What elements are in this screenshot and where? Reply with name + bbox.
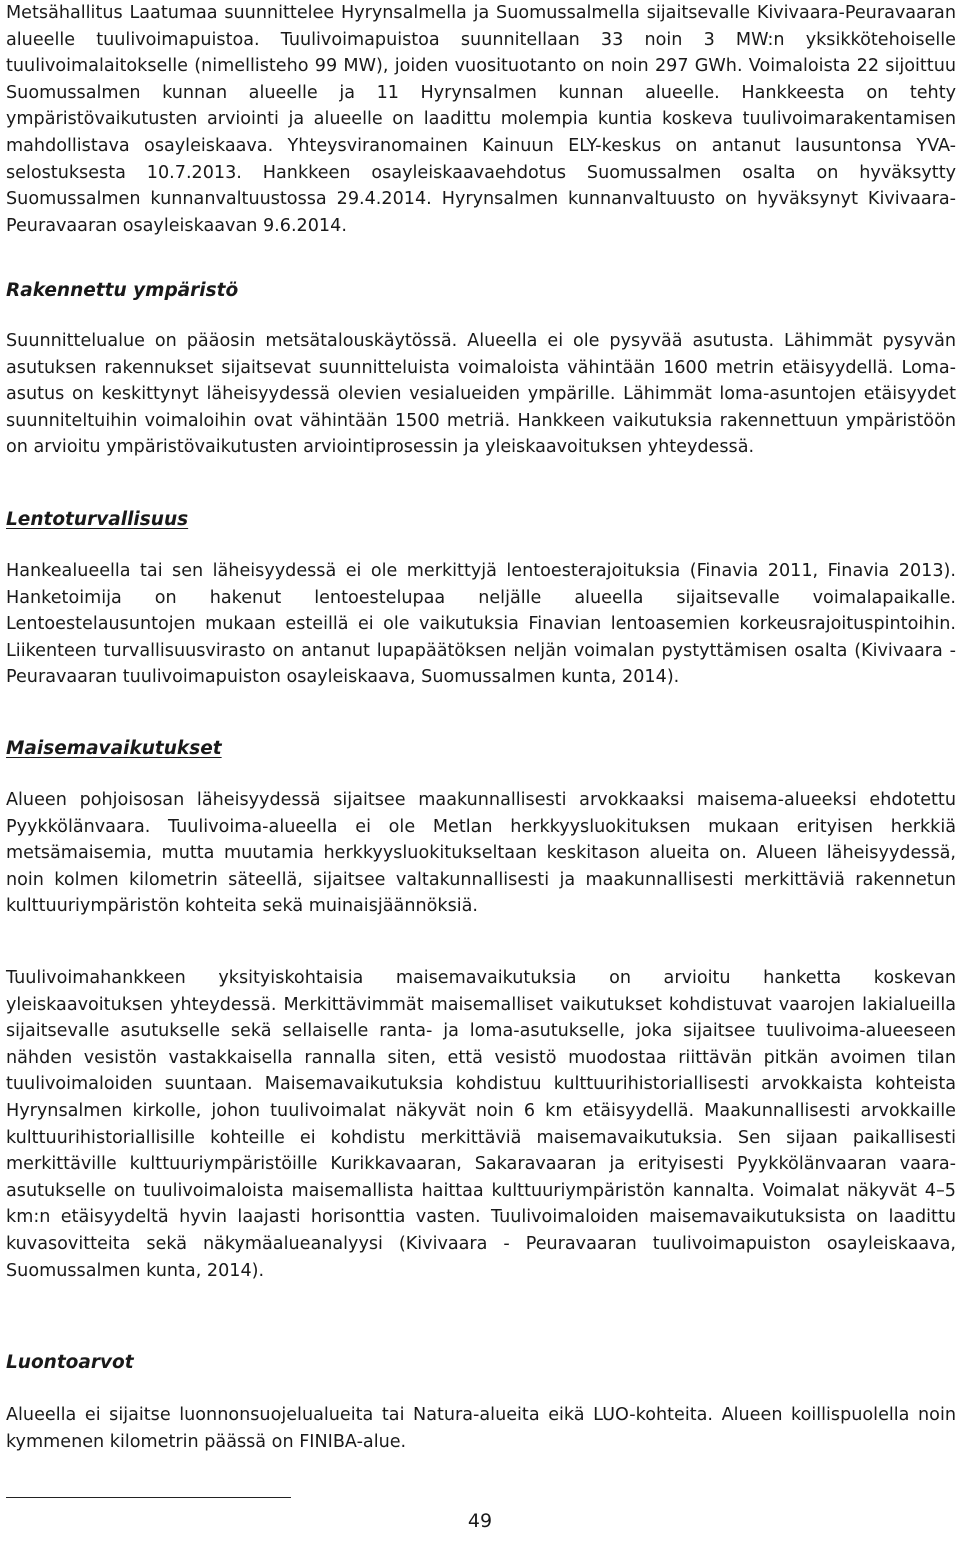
paragraph-maisema-2: Tuulivoimahankkeen yksityiskohtaisia maisemavaikutuksia on arvioitu hanketta koskevan yleiskaavoituksen yhteydessä. Merkittävimmät maisemalliset vaikutukset kohdistuvat vaarojen lakialueilla sijaitsevalle asutukselle sekä sellaiselle ranta- ja loma-asutukselle, joka sijaitsee tuulivoima-alueeseen nähden vesistön vastakkaisella rannalla siten, että vesistö muodostaa riittävän pitkän avoimen tilan tuulivoimaloiden suuntaan. Maisemavaikutuksia kohdistuu kulttuurihistoriallisesti arvokkaista kohteista Hyrynsalmen kirkolle, johon tuulivoimalat näkyvät noin 6 km etäisyydellä. Maakunnallisesti arvokkaille kulttuurihistoriallisille kohteille ei kohdistu merkittäviä maisemavaikutuksia. Sen sijaan paikallisesti merkittäville kulttuuriympäristöille Kurikkavaaran, Sakaravaaran ja erityisesti Pyykkölänvaaran vaara-asutukselle on tuulivoimaloista maisemallista haittaa kulttuuriympäristön kannalta. Voimalat näkyvät 4–5 km:n etäisyydeltä hyvin laajasti horisonttia vasten. Tuulivoimaloiden maisemavaikutuksista on laadittu kuvasovitteita sekä näkymäalueanalyysi (Kivivaara - Peuravaaran tuulivoimapuiston osayleiskaava, Suomussalmen kunta, 2014). <box>6 968 956 1281</box>
heading-rakennettu: Rakennettu ympäristö <box>6 280 239 301</box>
heading-lentoturvallisuus: Lentoturvallisuus <box>6 509 189 530</box>
paragraph-maisema-1: Alueen pohjoisosan läheisyydessä sijaitsee maakunnallisesti arvokkaaksi maisema-alueeksi ehdotettu Pyykkölänvaara. Tuulivoima-alueella ei ole Metlan herkkyysluokituksen mukaan erityisen herkkiä metsämaisemia, mutta muutamia herkkyysluokitukseltaan keskitason alueita on. Alueen läheisyydessä, noin kolmen kilometrin säteellä, sijaitsee valtakunnallisesti ja maakunnallisesti merkittäviä rakennetun kulttuuriympäristön kohteita sekä muinaisjäännöksiä. <box>6 790 956 917</box>
paragraph-rakennettu: Suunnittelualue on pääosin metsätalouskäytössä. Alueella ei ole pysyvää asutusta. Lähimmät pysyvän asutuksen rakennukset sijaitsevat suunnitteluista voimaloista vähintään 1600 metrin etäisyydellä. Loma-asutus on keskittynyt läheisyydessä olevien vesialueiden ympärille. Lähimmät loma-asuntojen etäisyydet suunniteltuihin voimaloihin ovat vähintään 1500 metriä. Hankkeen vaikutuksia rakennettuun ympäristöön on arvioitu ympäristövaikutusten arviointiprosessin ja yleiskaavoituksen yhteydessä. <box>6 331 956 458</box>
footer-rule <box>6 1497 291 1498</box>
page-number: 49 <box>467 1510 493 1532</box>
paragraph-luontoarvot: Alueella ei sijaitse luonnonsuojelualueita tai Natura-alueita eikä LUO-kohteita. Alueen koillispuolella noin kymmenen kilometrin päässä on FINIBA-alue. <box>6 1405 956 1452</box>
intro-paragraph: Metsähallitus Laatumaa suunnittelee Hyrynsalmella ja Suomussalmella sijaitsevalle Kivivaara-Peuravaaran alueelle tuulivoimapuistoa. Tuulivoimapuistoa suunnitellaan 33 noin 3 MW:n yksikkötehoiselle tuulivoimalaitokselle (nimellisteho 99 MW), joiden vuosituotanto on noin 297 GWh. Voimaloista 22 sijoittuu Suomussalmen kunnan alueelle ja 11 Hyrynsalmen kunnan alueelle. Hankkeesta on tehty ympäristövaikutusten arviointi ja alueelle on laadittu molempia kuntia koskeva tuulivoimarakentamisen mahdollistava osayleiskaava. Yhteysviranomainen Kainuun ELY-keskus on antanut lausuntonsa YVA-selostuksesta 10.7.2013. Hankkeen osayleiskaavaehdotus Suomussalmen osalta on hyväksytty Suomussalmen kunnanvaltuustossa 29.4.2014. Hyrynsalmen kunnanvaltuusto on hyväksynyt Kivivaara-Peuravaaran osayleiskaavan 9.6.2014. <box>6 3 956 236</box>
heading-maisemavaikutukset: Maisemavaikutukset <box>6 738 222 759</box>
paragraph-lentoturvallisuus: Hankealueella tai sen läheisyydessä ei ole merkittyjä lentoesterajoituksia (Finavia 2011, Finavia 2013). Hanketoimija on hakenut lentoestelupaa neljälle alueella sijaitsevalle voimalapaikalle. Lentoestelausuntojen mukaan esteillä ei ole vaikutuksia Finavian lentoasemien korkeusrajoituspintoihin. Liikenteen turvallisuusvirasto on antanut lupapäätöksen neljän voimalan pystyttämisen osalta (Kivivaara - Peuravaaran tuulivoimapuiston osayleiskaava, Suomussalmen kunta, 2014). <box>6 561 956 688</box>
heading-luontoarvot: Luontoarvot <box>6 1352 134 1373</box>
